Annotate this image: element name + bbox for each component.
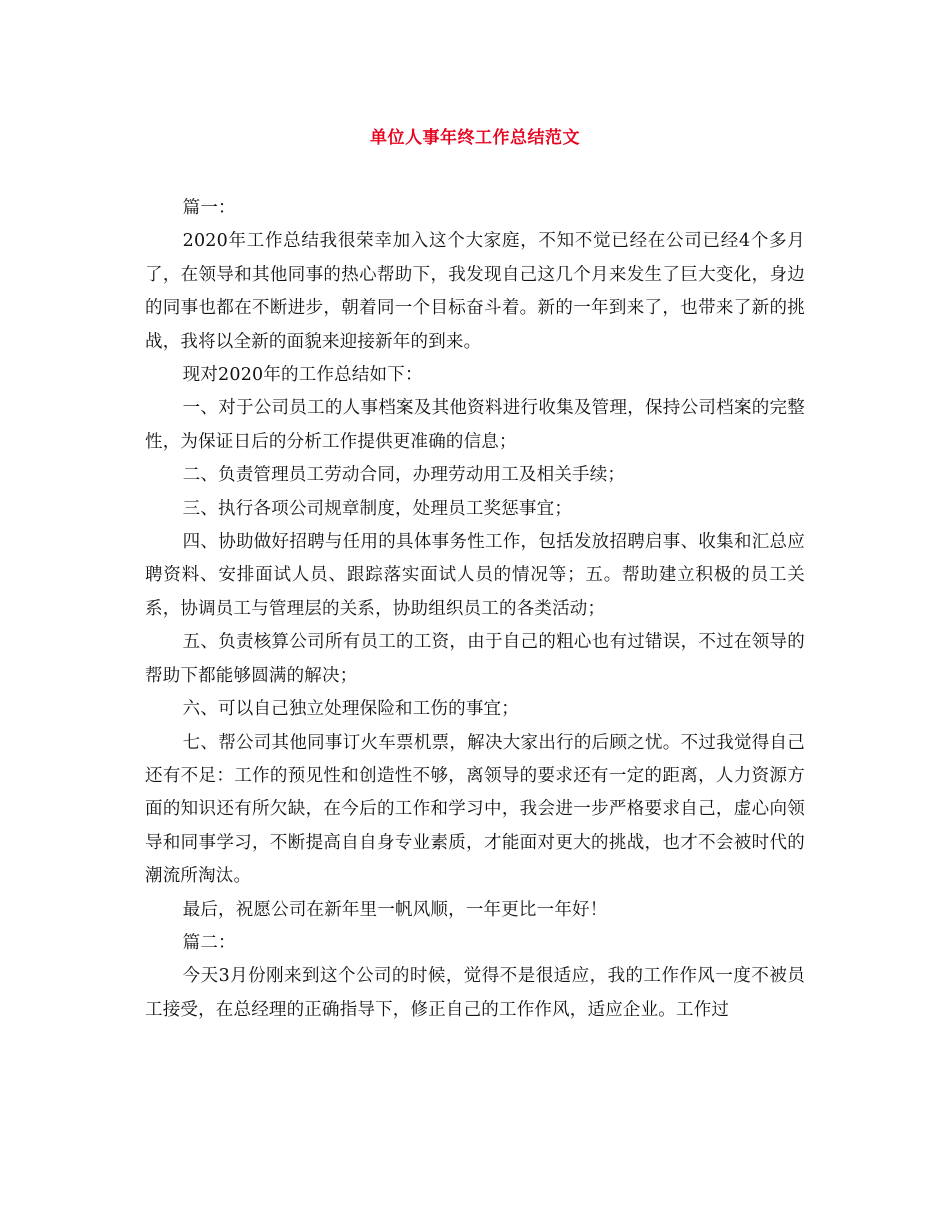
heading-part-two: 篇二： bbox=[182, 932, 236, 953]
list-item-2: 二、负责管理员工劳动合同，办理劳动用工及相关手续； bbox=[182, 465, 626, 486]
list-item-4: 四、协助做好招聘与任用的具体事务性工作，包括发放招聘启事、收集和汇总应聘资料、安排面试人员、跟踪落实面试人员的情况等；五。帮助建立积极的员工关系，协调员工与管理层的关系，协助组织员工的各类活动； bbox=[145, 532, 805, 619]
paragraph-part-two-start: 今天3月份刚来到这个公司的时候，觉得不是很适应，我的工作作风一度不被员工接受，在总经理的正确指导下，修正自己的工作作风，适应企业。工作过 bbox=[145, 966, 805, 1020]
paragraph-intro: 2020年工作总结我很荣幸加入这个大家庭，不知不觉已经在公司已经4个多月了，在领导和其他同事的热心帮助下，我发现自己这几个月来发生了巨大变化，身边的同事也都在不断进步，朝着同一个目标奋斗着。新的一年到来了，也带来了新的挑战，我将以全新的面貌来迎接新年的到来。 bbox=[145, 231, 805, 352]
list-item-3: 三、执行各项公司规章制度，处理员工奖惩事宜； bbox=[182, 498, 573, 519]
document-title: 单位人事年终工作总结范文 bbox=[370, 128, 580, 148]
heading-part-one: 篇一： bbox=[182, 198, 236, 218]
document-body bbox=[145, 192, 805, 1027]
paragraph-closing: 最后，祝愿公司在新年里一帆风顺，一年更比一年好！ bbox=[182, 899, 608, 920]
list-item-5: 五、负责核算公司所有员工的工资，由于自己的粗心也有过错误，不过在领导的帮助下都能够圆满的解决； bbox=[145, 632, 805, 686]
paragraph-summary-lead: 现对2020年的工作总结如下： bbox=[182, 365, 423, 386]
list-item-1: 一、对于公司员工的人事档案及其他资料进行收集及管理，保持公司档案的完整性，为保证日后的分析工作提供更准确的信息； bbox=[145, 398, 805, 452]
list-item-6: 六、可以自己独立处理保险和工伤的事宜； bbox=[182, 699, 519, 720]
list-item-7: 七、帮公司其他同事订火车票机票，解决大家出行的后顾之忧。不过我觉得自己还有不足：工作的预见性和创造性不够，离领导的要求还有一定的距离，人力资源方面的知识还有所欠缺，在今后的工作和学习中，我会进一步严格要求自己，虚心向领导和同事学习，不断提高自自身专业素质，才能面对更大的挑战，也才不会被时代的潮流所淘汰。 bbox=[145, 732, 805, 887]
